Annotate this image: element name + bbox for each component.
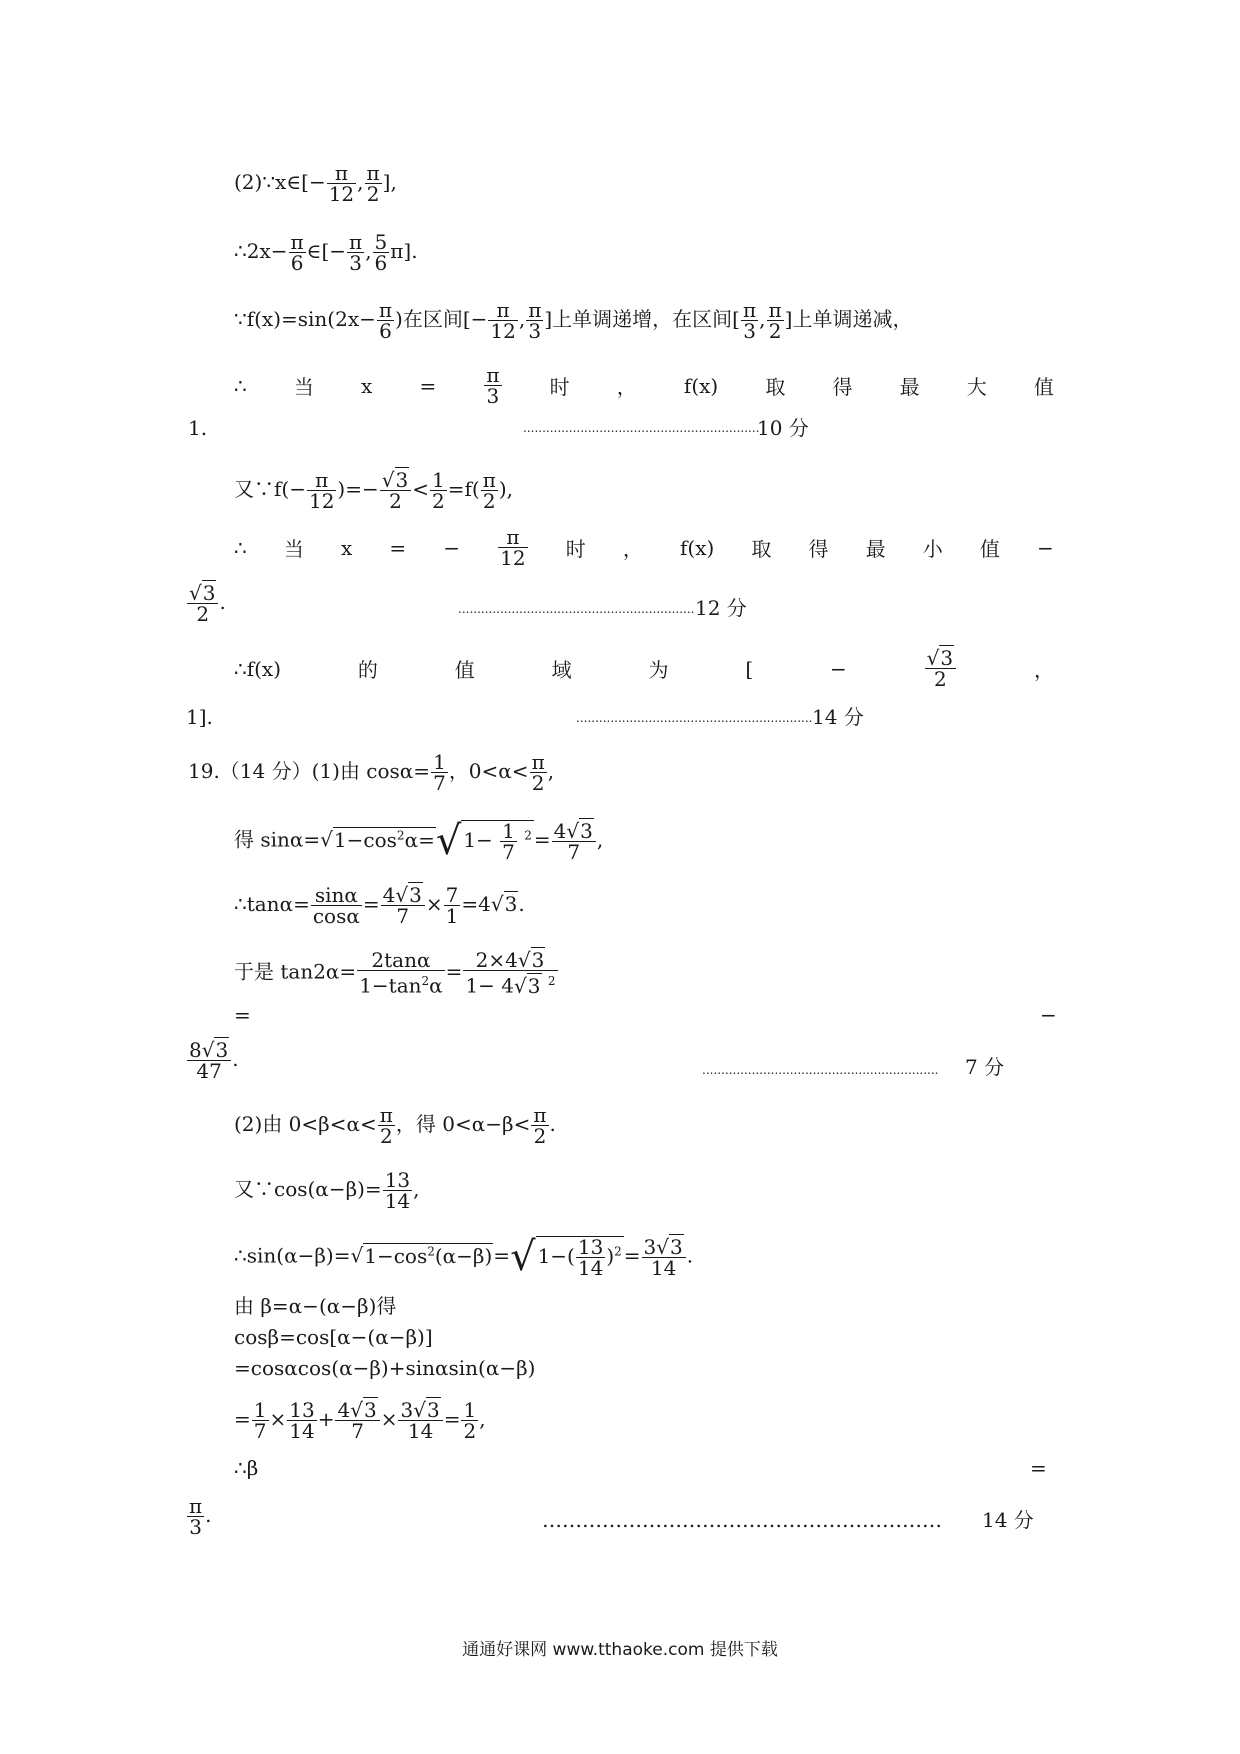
line-min-value: $\frac{√3}{2}$ . <box>189 581 226 626</box>
line-2x-interval: ∴2x− $\frac{\pi}{6}$ ∈[− $\frac{\pi}{3}$ , $\frac{5}{6}$ π]. <box>234 230 418 275</box>
line-cos-diff: 又∵cos(α−β)= $\frac{13}{14}$ , <box>234 1168 420 1213</box>
line-cos-expand: =cosαcos(α−β)+sinαsin(α−β) <box>234 1356 536 1380</box>
line-beta-result: ∴β <box>234 1456 259 1480</box>
line-compare: 又∵f(− $\frac{\pi}{12}$ )=− $\frac{√3}{2}$ < $\frac{1}{2}$ =f( $\frac{\pi}{2}$ ), <box>234 468 514 513</box>
line-range-spread: ∴f(x) 的 值 域 为 [ − $\frac{√3}{2}$ ， <box>234 646 1054 691</box>
line-sin-alpha: 得 $\sin\alpha=√1-\cos^2\alpha=√$ 1− $\frac{1}{7}$ $^2$ = $\frac{4√3}{7}$ , <box>234 818 604 864</box>
line-x-interval: (2)∵x∈[− $\frac{\pi}{12}$ , $\frac{\pi}{2}$ ], <box>234 161 397 206</box>
minus-sign: − <box>1040 1003 1057 1027</box>
equals-sign: = <box>234 1003 251 1027</box>
line-cos-beta: cosβ=cos[α−(α−β)] <box>234 1325 433 1349</box>
score-14: 14 分 <box>812 705 864 729</box>
line-max-value: 1. <box>188 416 208 440</box>
score-dots: .............................................................. <box>523 421 760 435</box>
line-pi-over-3: $\frac{\pi}{3}$ . <box>189 1494 212 1539</box>
score-dots: .............................................................. <box>458 602 695 616</box>
problem-19-heading: 19.（14 分）(1)由 cosα= $\frac{1}{7}$ ，0<α< $\frac{\pi}{2}$ , <box>188 750 555 795</box>
line-beta-range: (2)由 0<β<α< $\frac{\pi}{2}$ ，得 0<α−β< $\frac{\pi}{2}$ . <box>234 1103 556 1148</box>
score-dots: .............................................................. <box>576 711 813 725</box>
line-beta-identity: 由 β=α−(α−β)得 <box>234 1294 397 1318</box>
line-range-end: 1]. <box>186 705 213 729</box>
line-cos-value: = $\frac{1}{7}$ × $\frac{13}{14}$ + $\frac{4√3}{7}$ × $\frac{3√3}{14}$ = $\frac{1}{2}$ , <box>234 1398 486 1443</box>
score-dots: …………………………………………………… <box>542 1508 942 1532</box>
line-tan-2alpha: 于是 tan2α= $\frac{2\tan\alpha}{1-\tan^2\alpha}$ = $\frac{2\times 4√3}{1- 4√3 ^2}$ <box>234 948 556 998</box>
footer-credit: 通通好课网 www.tthaoke.com 提供下载 <box>462 1640 778 1660</box>
line-sin-diff: $\therefore\sin(\alpha-\beta)=√1-\cos^2(\alpha-\beta)=√$ 1−( $\frac{13}{14}$ )$^2$ = $\frac{3√3}{14}$ . <box>234 1234 694 1280</box>
line-monotonic: ∵f(x)=sin(2x− $\frac{\pi}{6}$ )在区间[− $\frac{\pi}{12}$ , $\frac{\pi}{3}$ ]上单调递增，在区间[ $\frac{\pi}{3}$ , $\frac{\pi}{2}$ ]上单调递减， <box>234 298 913 343</box>
line-tan-result: $\frac{8√3}{47}$ . <box>189 1038 239 1083</box>
score-dots: .............................................................. <box>702 1063 939 1077</box>
score-10: 10 分 <box>757 416 809 440</box>
line-min-spread: ∴ 当 x = − $\frac{\pi}{12}$ 时 ， f(x) 取 得 最 小 值 − <box>234 525 1054 570</box>
line-tan-alpha: ∴tanα= $\frac{\sin\alpha}{\cos\alpha}$ = $\frac{4√3}{7}$ × $\frac{7}{1}$ =4√3. <box>234 883 525 928</box>
equals-sign: = <box>1030 1456 1047 1480</box>
score-7: 7 分 <box>965 1055 1005 1079</box>
line-max-spread: ∴ 当 x = $\frac{\pi}{3}$ 时 ， f(x) 取 得 最 大 值 <box>234 363 1054 408</box>
score-12: 12 分 <box>695 596 747 620</box>
score-14-final: 14 分 <box>982 1508 1034 1532</box>
